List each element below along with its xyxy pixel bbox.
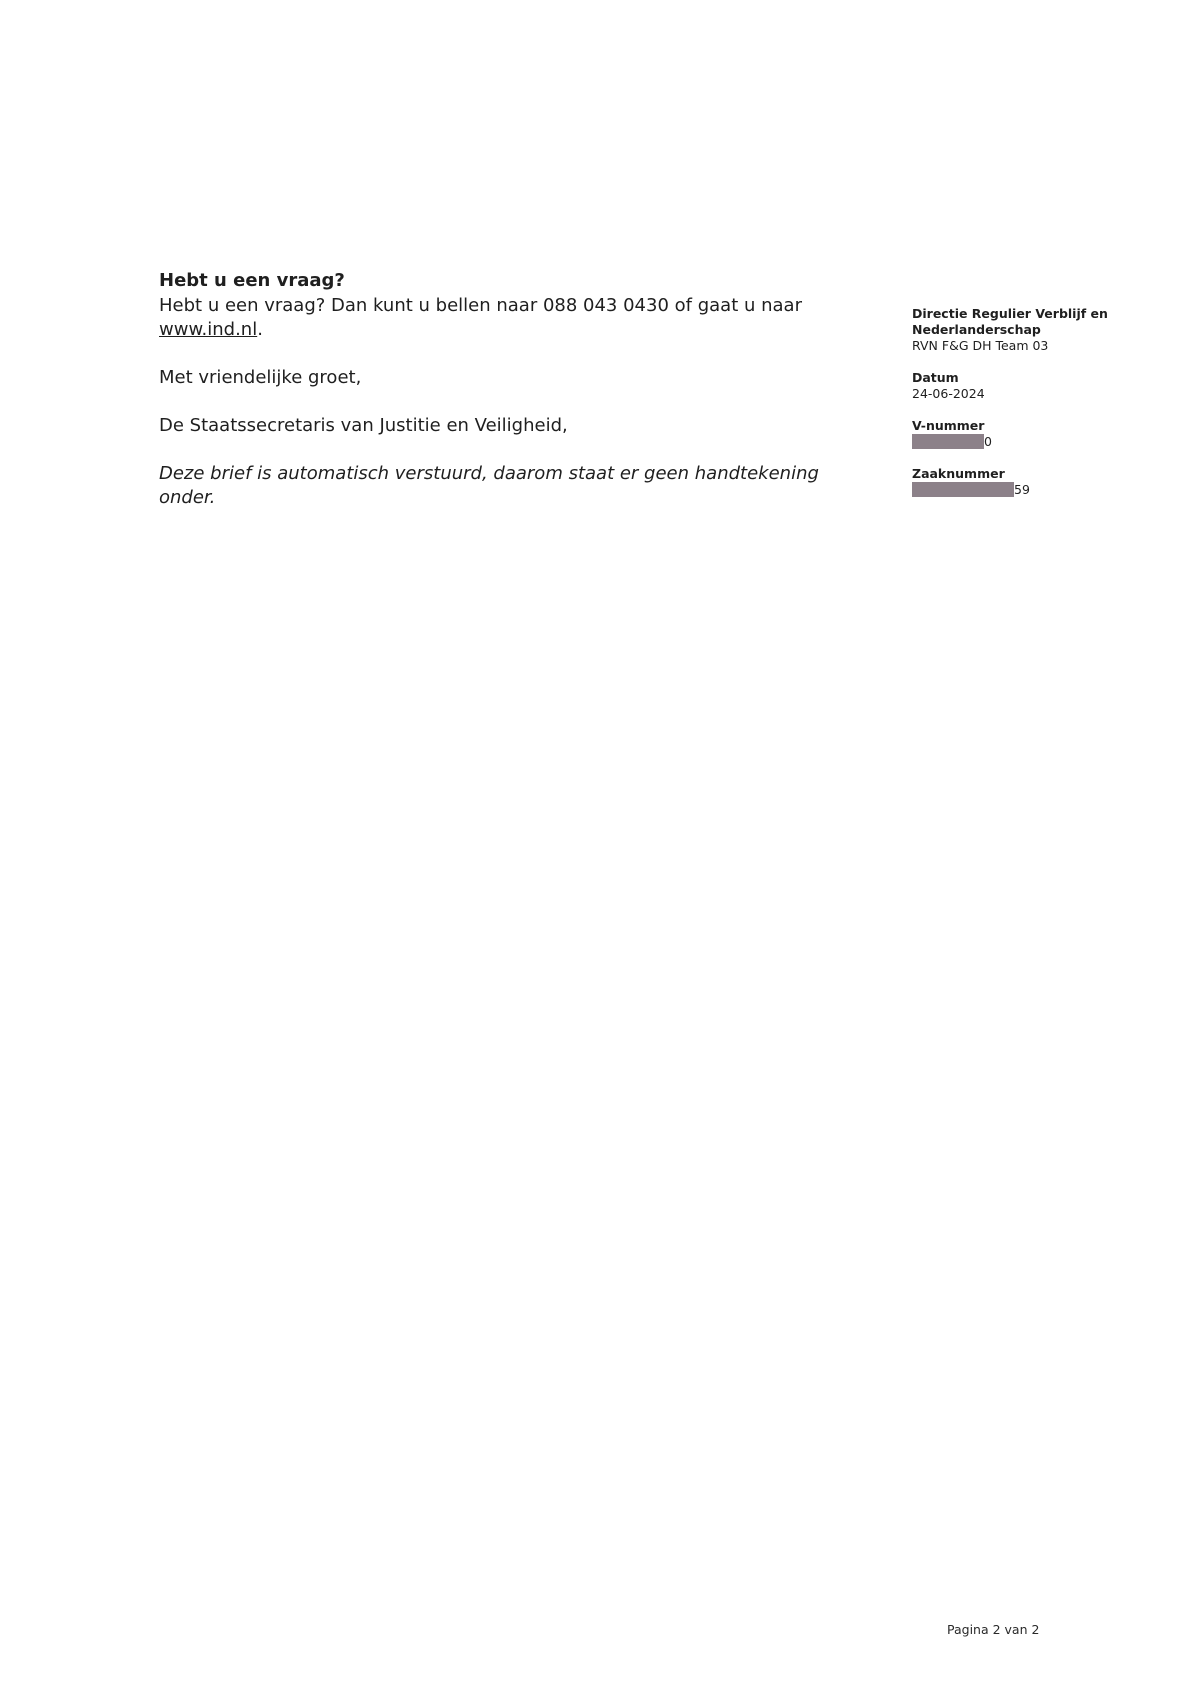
date-block xyxy=(912,370,1132,402)
greeting: Met vriendelijke groet, xyxy=(159,367,362,388)
ind-website-link[interactable]: www.ind.nl xyxy=(159,319,258,340)
department-name-line2: Nederlanderschap xyxy=(912,322,1041,337)
v-number-value xyxy=(912,434,1132,450)
page-indicator: Pagina 2 van 2 xyxy=(947,1622,1040,1637)
question-text: Hebt u een vraag? Dan kunt u bellen naar 088 043 0430 of gaat u naar xyxy=(159,295,802,316)
redaction-bar xyxy=(912,482,1014,497)
case-number-block xyxy=(912,466,1132,498)
redaction-bar xyxy=(912,434,984,449)
department-block xyxy=(912,306,1132,354)
v-number-suffix: 0 xyxy=(984,434,992,449)
team-name: RVN F&G DH Team 03 xyxy=(912,338,1049,353)
letter-body xyxy=(159,268,849,510)
case-number-label: Zaaknummer xyxy=(912,466,1005,481)
v-number-block xyxy=(912,418,1132,450)
date-label: Datum xyxy=(912,370,959,385)
date-value: 24-06-2024 xyxy=(912,386,985,401)
signatory: De Staatssecretaris van Justitie en Veiligheid, xyxy=(159,415,568,436)
department-name-line1: Directie Regulier Verblijf en xyxy=(912,306,1108,321)
case-number-suffix: 59 xyxy=(1014,482,1030,497)
case-number-value xyxy=(912,482,1132,498)
automatic-letter-note: Deze brief is automatisch verstuurd, daarom staat er geen handtekening onder. xyxy=(159,463,819,508)
v-number-label: V-nummer xyxy=(912,418,985,433)
question-paragraph xyxy=(159,294,849,342)
link-suffix: . xyxy=(257,319,263,340)
question-heading: Hebt u een vraag? xyxy=(159,270,345,291)
sidebar-reference-info xyxy=(912,306,1132,514)
